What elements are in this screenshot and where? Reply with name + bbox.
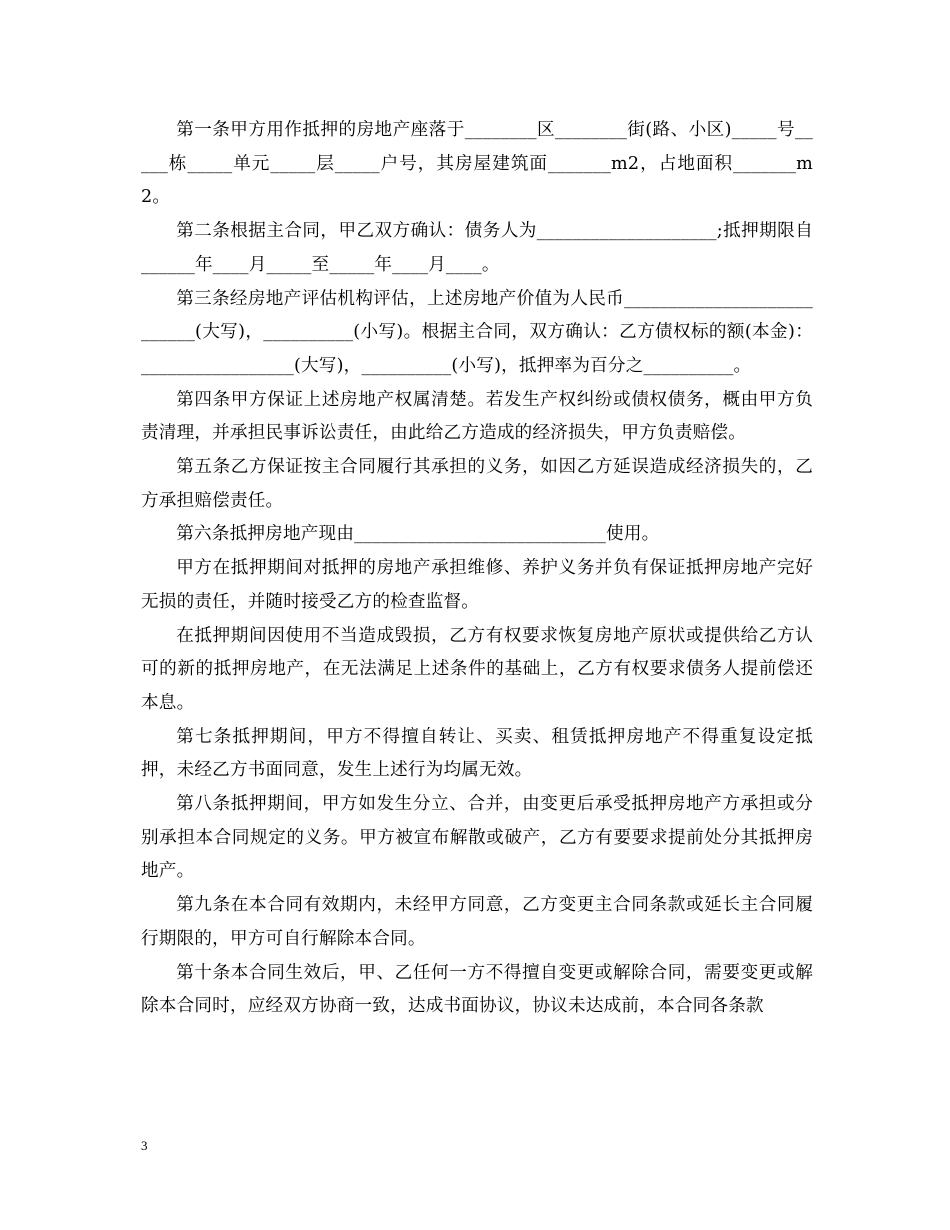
- clause-6-usage: 第六条抵押房地产现由____________________________使用。: [176, 524, 660, 545]
- clause-2-debtor-term: 第二条根据主合同，甲乙双方确认：债务人为____________________;抵押期限自______年____月_____至_____年____月____。: [141, 221, 813, 275]
- clause-1-property-location: 第一条甲方用作抵押的房地产座落于________区________街(路、小区)_____号_____栋_____单元_____层_____户号，其房屋建筑面_______m2，占地面积_______m2。: [141, 120, 813, 208]
- page-number: 3: [141, 1138, 148, 1153]
- clause-3-valuation: 第三条经房地产评估机构评估，上述房地产价值为人民币___________________________(大写)，__________(小写)。根据主合同，双方确认：乙方债权标的额(本金)：_________________(大写)，__________(小写)，抵押率为百分之__________。: [141, 288, 813, 376]
- clause-10-modification: 第十条本合同生效后，甲、乙任何一方不得擅自变更或解除合同，需要变更或解除本合同时，应经双方协商一致，达成书面协议，协议未达成前，本合同各条款: [141, 962, 813, 1017]
- contract-body: [141, 114, 813, 1024]
- clause-6-maintenance: 甲方在抵押期间对抵押的房地产承担维修、养护义务并负有保证抵押房地产完好无损的责任，并随时接受乙方的检查监督。: [141, 558, 813, 612]
- clause-9-termination-right: 第九条在本合同有效期内，未经甲方同意，乙方变更主合同条款或延长主合同履行期限的，甲方可自行解除本合同。: [141, 895, 813, 949]
- clause-8-merger-division: 第八条抵押期间，甲方如发生分立、合并，由变更后承受抵押房地产方承担或分别承担本合同规定的义务。甲方被宣布解散或破产，乙方有要要求提前处分其抵押房地产。: [141, 794, 813, 882]
- clause-4-ownership-guarantee: 第四条甲方保证上述房地产权属清楚。若发生产权纠纷或债权债务，概由甲方负责清理，并承担民事诉讼责任，由此给乙方造成的经济损失，甲方负责赔偿。: [141, 389, 813, 444]
- clause-6-damage: 在抵押期间因使用不当造成毁损，乙方有权要求恢复房地产原状或提供给乙方认可的新的抵押房地产，在无法满足上述条件的基础上，乙方有权要求债务人提前偿还本息。: [141, 625, 813, 713]
- clause-7-transfer-restriction: 第七条抵押期间，甲方不得擅自转让、买卖、租赁抵押房地产不得重复设定抵押，未经乙方书面同意，发生上述行为均属无效。: [141, 726, 813, 781]
- clause-5-obligations: 第五条乙方保证按主合同履行其承担的义务，如因乙方延误造成经济损失的，乙方承担赔偿责任。: [141, 457, 813, 511]
